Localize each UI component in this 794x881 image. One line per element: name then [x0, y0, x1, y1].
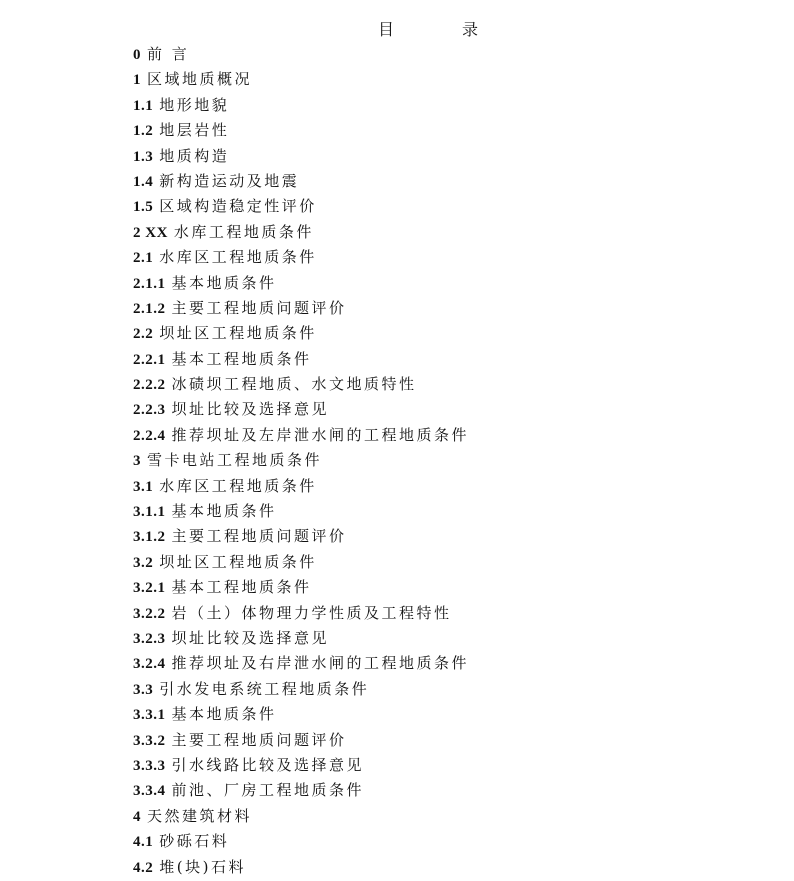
toc-entry	[133, 778, 469, 803]
toc-entry-title: 基本地质条件	[171, 502, 277, 521]
toc-entry	[133, 702, 469, 727]
toc-entry-title: 引水线路比较及选择意见	[171, 755, 365, 774]
toc-entry	[133, 372, 469, 397]
toc-entry	[133, 245, 469, 270]
toc-entry-number: 1.1	[133, 97, 154, 114]
toc-entry	[133, 829, 469, 854]
toc-entry	[133, 423, 469, 448]
toc-entry	[133, 474, 469, 499]
toc-entry-number: 3	[133, 453, 141, 470]
toc-entry-title: 水库区工程地质条件	[159, 476, 317, 495]
toc-entry-title: 坝址区工程地质条件	[159, 324, 317, 343]
toc-entry-title: 堆(块)石料	[159, 857, 246, 876]
toc-entry-number: 2.1.2	[133, 300, 166, 317]
toc-entry-number: 1.5	[133, 199, 154, 216]
toc-entry-title: 推荐坝址及左岸泄水闸的工程地质条件	[171, 425, 470, 444]
toc-entry-title: 前池、厂房工程地质条件	[171, 781, 365, 800]
toc-entry-number: 4.1	[133, 834, 154, 851]
toc-entry-number: 3.3	[133, 681, 154, 698]
toc-entry-number: 4	[133, 808, 141, 825]
table-of-contents	[133, 42, 469, 880]
toc-entry-number: 2.2.3	[133, 402, 166, 419]
toc-entry-title: 天然建筑材料	[147, 806, 253, 825]
toc-entry-title: 坝址比较及选择意见	[171, 400, 330, 419]
toc-entry-title: 主要工程地质问题评价	[171, 730, 347, 749]
toc-entry-title: 基本地质条件	[171, 273, 277, 292]
toc-entry	[133, 728, 469, 753]
toc-entry-title: 坝址区工程地质条件	[159, 552, 317, 571]
toc-entry	[133, 601, 469, 626]
toc-entry	[133, 321, 469, 346]
toc-entry-number: 3.2.4	[133, 656, 166, 673]
toc-entry-number: 1.3	[133, 148, 154, 165]
toc-entry-title: 前 言	[147, 45, 190, 63]
toc-entry-title: 区域构造稳定性评价	[159, 197, 317, 216]
toc-entry-number: 3.3.3	[133, 757, 166, 774]
toc-entry-title: 推荐坝址及右岸泄水闸的工程地质条件	[171, 654, 470, 673]
toc-entry-number: 3.1.2	[133, 529, 166, 546]
toc-entry-number: 2 XX	[133, 224, 168, 241]
toc-entry-title: 基本工程地质条件	[171, 578, 312, 597]
toc-entry	[133, 804, 469, 829]
toc-entry-title: 基本地质条件	[171, 705, 277, 724]
toc-entry-number: 3.1	[133, 478, 154, 495]
toc-entry	[133, 67, 469, 92]
toc-entry	[133, 499, 469, 524]
toc-entry	[133, 271, 469, 296]
toc-entry-title: 地层岩性	[159, 121, 230, 140]
toc-entry-title: 新构造运动及地震	[159, 171, 300, 190]
toc-entry-title: 岩（土）体物理力学性质及工程特性	[171, 603, 452, 622]
title-char-left: 目	[378, 20, 395, 39]
toc-entry-number: 2.2.1	[133, 351, 166, 368]
toc-entry-number: 3.1.1	[133, 504, 166, 521]
toc-entry-number: 3.2	[133, 554, 154, 571]
toc-entry	[133, 93, 469, 118]
toc-entry	[133, 626, 469, 651]
toc-entry	[133, 753, 469, 778]
toc-entry-title: 地形地貌	[159, 95, 230, 114]
toc-entry-title: 水库工程地质条件	[173, 222, 314, 241]
toc-entry	[133, 550, 469, 575]
toc-entry-number: 3.3.4	[133, 783, 166, 800]
toc-entry-title: 地质构造	[159, 146, 230, 165]
title-char-right: 录	[461, 20, 478, 39]
toc-entry-title: 基本工程地质条件	[171, 349, 312, 368]
toc-entry-title: 区域地质概况	[147, 70, 253, 89]
toc-entry	[133, 397, 469, 422]
toc-entry	[133, 677, 469, 702]
toc-entry-title: 水库区工程地质条件	[159, 248, 317, 267]
toc-entry-number: 4.2	[133, 859, 154, 876]
toc-entry	[133, 855, 469, 880]
toc-entry	[133, 448, 469, 473]
toc-entry-title: 砂砾石料	[159, 832, 230, 851]
toc-entry	[133, 347, 469, 372]
toc-entry-number: 2.2	[133, 326, 154, 343]
toc-entry-number: 1.2	[133, 123, 154, 140]
toc-entry-title: 引水发电系统工程地质条件	[159, 679, 370, 698]
toc-entry-number: 3.2.2	[133, 605, 166, 622]
page-title	[378, 18, 478, 42]
toc-entry-title: 主要工程地质问题评价	[171, 527, 347, 546]
toc-entry	[133, 220, 469, 245]
toc-entry	[133, 144, 469, 169]
toc-entry-number: 2.2.4	[133, 427, 166, 444]
toc-entry-number: 1	[133, 72, 141, 89]
toc-entry	[133, 118, 469, 143]
toc-entry	[133, 169, 469, 194]
toc-entry-title: 主要工程地质问题评价	[171, 298, 347, 317]
toc-entry-number: 2.1	[133, 250, 154, 267]
toc-entry	[133, 194, 469, 219]
toc-entry-number: 3.3.2	[133, 732, 166, 749]
toc-entry-title: 冰碛坝工程地质、水文地质特性	[171, 375, 417, 394]
toc-entry	[133, 524, 469, 549]
toc-entry-number: 2.1.1	[133, 275, 166, 292]
toc-entry-title: 坝址比较及选择意见	[171, 628, 330, 647]
toc-entry	[133, 651, 469, 676]
toc-entry	[133, 296, 469, 321]
toc-entry	[133, 42, 469, 67]
toc-entry-number: 3.3.1	[133, 707, 166, 724]
toc-entry-number: 1.4	[133, 173, 154, 190]
toc-entry-number: 3.2.3	[133, 630, 166, 647]
toc-entry-number: 3.2.1	[133, 580, 166, 597]
toc-entry-number: 2.2.2	[133, 377, 166, 394]
toc-entry-title: 雪卡电站工程地质条件	[147, 451, 323, 470]
toc-entry-number: 0	[133, 47, 141, 63]
toc-entry	[133, 575, 469, 600]
